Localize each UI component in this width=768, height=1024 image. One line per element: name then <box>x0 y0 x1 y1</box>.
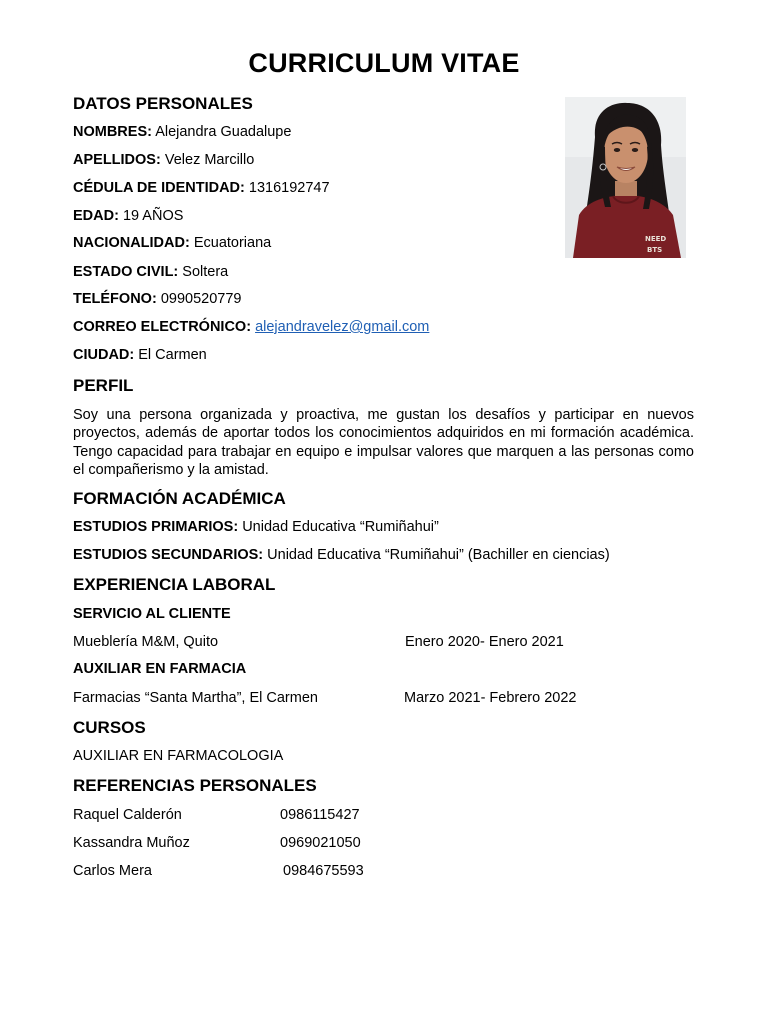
field-value: Alejandra Guadalupe <box>155 124 292 140</box>
section-heading-education: FORMACIÓN ACADÉMICA <box>73 489 286 508</box>
field-value: El Carmen <box>138 347 207 363</box>
field-label: NOMBRES: <box>73 124 152 140</box>
field-label: APELLIDOS: <box>73 152 161 168</box>
reference-name: Kassandra Muñoz <box>73 835 190 851</box>
field-label: ESTADO CIVIL: <box>73 264 179 280</box>
field-value: Unidad Educativa “Rumiñahui” (Bachiller en ciencias) <box>267 547 610 563</box>
shirt-print-text: BTS <box>647 246 663 254</box>
job-dates: Marzo 2021- Febrero 2022 <box>404 690 577 706</box>
job-role: SERVICIO AL CLIENTE <box>73 606 231 622</box>
field-label: ESTUDIOS PRIMARIOS: <box>73 519 239 535</box>
field-value: Velez Marcillo <box>164 152 255 168</box>
reference-name: Raquel Calderón <box>73 807 182 823</box>
field-ciudad <box>73 347 207 363</box>
field-value: Unidad Educativa “Rumiñahui” <box>242 519 439 535</box>
field-estado-civil <box>73 264 228 280</box>
field-label: TELÉFONO: <box>73 291 157 307</box>
field-edad <box>73 208 183 224</box>
profile-photo <box>565 97 686 258</box>
field-correo <box>73 319 429 335</box>
section-heading-courses: CURSOS <box>73 718 146 737</box>
job-place: Mueblería M&M, Quito <box>73 634 219 650</box>
page-title: CURRICULUM VITAE <box>248 48 520 78</box>
field-value: 0990520779 <box>160 291 242 307</box>
section-heading-personal: DATOS PERSONALES <box>73 94 253 113</box>
job-dates: Enero 2020- Enero 2021 <box>405 634 564 650</box>
reference-phone: 0986115427 <box>280 807 360 823</box>
field-label: NACIONALIDAD: <box>73 235 190 251</box>
reference-name: Carlos Mera <box>73 863 152 879</box>
field-label: ESTUDIOS SECUNDARIOS: <box>73 547 264 563</box>
field-value: Ecuatoriana <box>193 235 272 251</box>
field-nombres <box>73 124 291 140</box>
reference-phone: 0969021050 <box>280 835 361 851</box>
job-place: Farmacias “Santa Martha”, El Carmen <box>73 690 318 706</box>
education-item <box>73 519 439 535</box>
reference-phone: 0984675593 <box>283 863 364 879</box>
course-item: AUXILIAR EN FARMACOLOGIA <box>73 748 284 764</box>
shirt-print-text: NEED <box>645 235 667 243</box>
field-value: 1316192747 <box>248 180 330 196</box>
profile-paragraph: Soy una persona organizada y proactiva, me gustan los desafíos y participar en nuevos proyectos, además de aportar todos los conocimientos adquiridos en mi formación académica. Tengo capacidad para trabajar en equipo e impulsar valores que marquen a las personas como el compañerismo y la amistad. <box>73 407 694 478</box>
email-link[interactable]: alejandravelez@gmail.com <box>255 319 430 335</box>
section-heading-references: REFERENCIAS PERSONALES <box>73 776 317 795</box>
field-nacionalidad <box>73 235 271 251</box>
field-cedula <box>73 180 330 196</box>
job-role: AUXILIAR EN FARMACIA <box>73 661 247 677</box>
field-label: CORREO ELECTRÓNICO: <box>73 319 252 335</box>
field-label: EDAD: <box>73 208 119 224</box>
field-apellidos <box>73 152 254 168</box>
field-label: CÉDULA DE IDENTIDAD: <box>73 180 245 196</box>
section-heading-profile: PERFIL <box>73 376 134 395</box>
field-value: 19 AÑOS <box>122 208 184 224</box>
education-item <box>73 547 610 563</box>
section-heading-experience: EXPERIENCIA LABORAL <box>73 575 276 594</box>
field-value: Soltera <box>182 264 229 280</box>
field-label: CIUDAD: <box>73 347 135 363</box>
field-telefono <box>73 291 241 307</box>
